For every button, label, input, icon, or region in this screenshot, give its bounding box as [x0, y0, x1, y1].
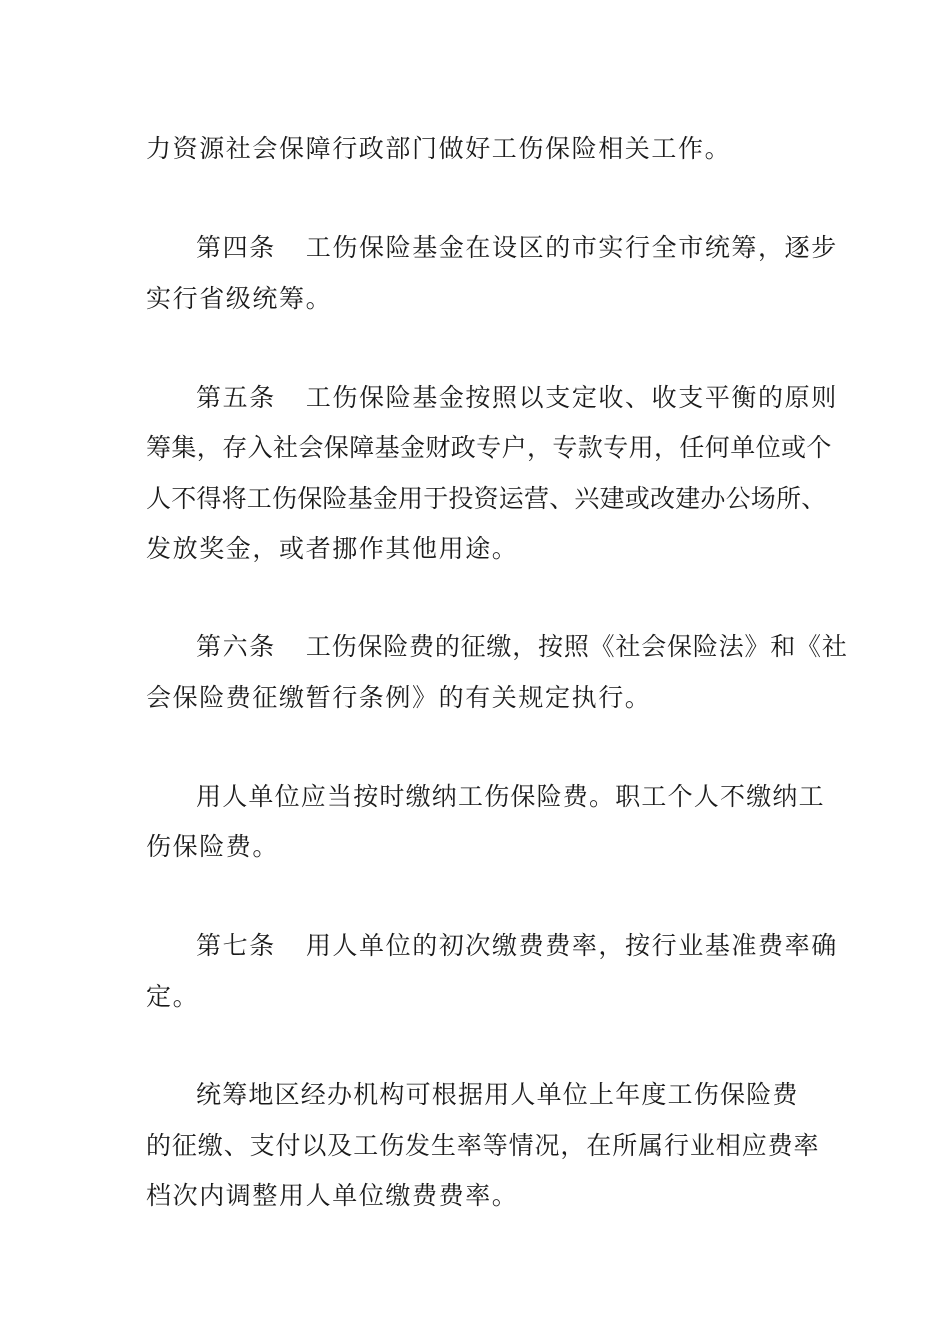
text-line [196, 782, 876, 812]
text-line [196, 1080, 876, 1110]
line-text: 用人单位的初次缴费费率，按行业基准费率确 [305, 931, 838, 960]
text-line [146, 433, 832, 463]
article-7-label: 第七条 [196, 931, 276, 960]
line-text: 力资源社会保障行政部门做好工伤保险相关工作。 [146, 134, 732, 163]
article-4-first-line [196, 233, 876, 263]
line-text: 统筹地区经办机构可根据用人单位上年度工伤保险费 [196, 1080, 799, 1109]
text-line [146, 683, 826, 713]
line-text: 实行省级统筹。 [146, 284, 333, 313]
line-text: 工伤保险费的征缴，按照《社会保险法》和《社 [305, 632, 848, 661]
article-6-first-line [196, 632, 876, 662]
line-text: 伤保险费。 [146, 832, 280, 861]
line-text: 定。 [146, 982, 200, 1011]
text-line [146, 982, 826, 1012]
text-line [146, 484, 846, 514]
text-line [146, 534, 826, 564]
line-text: 会保险费征缴暂行条例》的有关规定执行。 [146, 683, 652, 712]
text-line [146, 832, 826, 862]
article-7-first-line [196, 931, 876, 961]
text-line [146, 284, 826, 314]
article-5-first-line [196, 383, 876, 413]
line-text: 工伤保险基金按照以支定收、收支平衡的原则 [305, 383, 838, 412]
line-text: 档次内调整用人单位缴费费率。 [146, 1181, 519, 1210]
line-text: 用人单位应当按时缴纳工伤保险费。职工个人不缴纳工 [196, 782, 825, 811]
text-line [146, 134, 826, 164]
line-text: 的征缴、支付以及工伤发生率等情况，在所属行业相应费率 [146, 1131, 820, 1160]
article-6-label: 第六条 [196, 632, 276, 661]
line-text: 人不得将工伤保险基金用于投资运营、兴建或改建办公场所、 [146, 484, 827, 513]
line-text: 筹集，存入社会保障基金财政专户，专款专用，任何单位或个 [146, 433, 832, 462]
line-text: 发放奖金，或者挪作其他用途。 [146, 534, 519, 563]
line-text: 工伤保险基金在设区的市实行全市统筹，逐步 [305, 233, 838, 262]
article-5-label: 第五条 [196, 383, 276, 412]
text-line [146, 1181, 826, 1211]
article-4-label: 第四条 [196, 233, 276, 262]
text-line [146, 1131, 826, 1161]
